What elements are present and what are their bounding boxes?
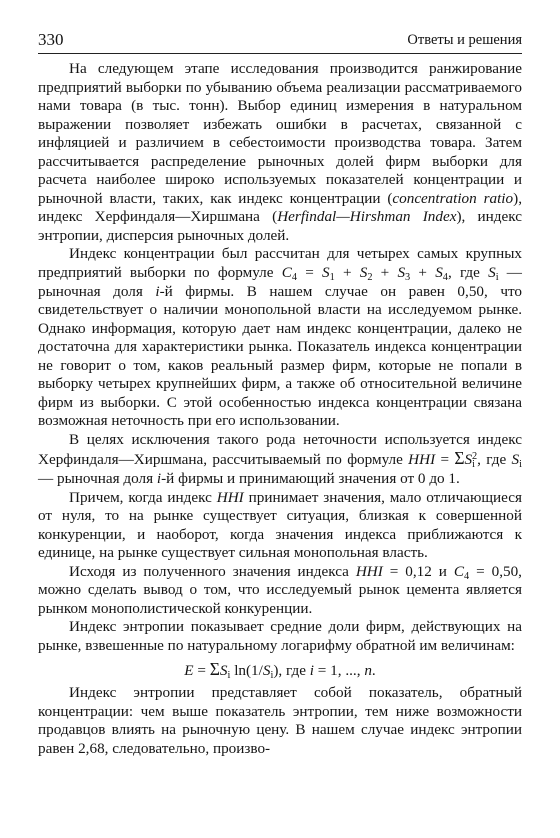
math-var: i — [156, 470, 162, 488]
term-concentration-ratio: concentration ratio — [392, 189, 514, 207]
header-rule — [38, 53, 522, 54]
math-sub: i — [472, 459, 475, 471]
text-run: Индекс концентрации был рассчитан для четырех самых крупных предприятий выборки по формуле — [38, 245, 522, 282]
math-op: + — [372, 264, 398, 282]
math-op: = — [435, 451, 455, 469]
math-sum: Σ — [209, 658, 220, 679]
math-var: S — [359, 264, 368, 282]
math-var: S — [262, 661, 271, 679]
math-sub: 2 — [367, 271, 373, 283]
text-run: Причем, когда индекс — [69, 488, 217, 506]
math-var: S — [321, 264, 330, 282]
paragraph-hhi-interpretation — [38, 489, 522, 563]
paragraph-entropy-intro — [38, 618, 522, 655]
math-sub: i — [270, 669, 274, 681]
math-sub: 4 — [291, 271, 298, 283]
formula-entropy — [38, 660, 522, 681]
running-header — [38, 30, 522, 52]
text-run: — рыночная доля — [38, 264, 522, 300]
math-var: E — [184, 661, 194, 679]
math-var: S — [435, 264, 443, 282]
math-var: n — [364, 661, 372, 679]
text-run: -й фирмы. В нашем случае он равен 0,50, что свидетельствует о наличии монопольной власти на исследуемом рынке. Однако информация, которую дает нам индекс концентрации, далеко не достаточна для характеристики рынка. Показатель индекса концентрации не говорит о том, каков реальный размер фирм, которые не попали в выборку четырех крупнейших фирм, а также об относительной величине фирм из выборки. С этой особенностью индекса концентрации связана возможная неточность при его использовании. — [38, 282, 522, 430]
math-var: S — [219, 661, 228, 679]
math-sup: 2 — [472, 451, 478, 463]
text-run: -й фирмы и принимающий значения от 0 до 1. — [161, 470, 460, 488]
math-op: + — [334, 264, 360, 282]
math-sum: Σ — [454, 448, 465, 469]
math-sub: i — [227, 669, 231, 681]
math-var: HHI — [216, 488, 244, 506]
math-sub: 1 — [329, 271, 335, 283]
math-fn: ln(1/ — [230, 661, 263, 679]
math-var: S — [511, 451, 520, 469]
paragraph-conclusion — [38, 563, 522, 619]
paragraph-concentration-index — [38, 245, 522, 430]
math-op: = — [193, 661, 210, 679]
text-run: , где — [477, 451, 512, 469]
math-text: = 1, ..., — [313, 661, 365, 679]
formula-c4 — [282, 264, 448, 281]
term-hhi: Herfindal—Hirshman Index — [277, 208, 457, 226]
math-sub: 4 — [464, 570, 470, 582]
math-op: = — [297, 264, 322, 282]
text-run: принимает значения, мало отличающиеся от нуля, то на рынке существует ситуация, близкая к совершенной конкуренции, и наоборот, когда значения индекса приближаются к единице, на рынке существует сильная монопольная власть. — [38, 488, 522, 562]
text-run: = 0,12 и — [382, 562, 454, 580]
text-run: — рыночная доля — [38, 470, 157, 488]
math-var: HHI — [355, 562, 383, 580]
paragraph-ranking — [38, 60, 522, 245]
paragraph-entropy-meaning — [38, 684, 522, 758]
text-run: ), индекс Херфиндаля—Хиршмана ( — [38, 189, 522, 226]
text-run: В целях исключения такого рода неточности используется индекс Херфиндаля—Хиршмана, рассчитываемый по формуле — [38, 430, 522, 469]
math-sub: 4 — [442, 271, 448, 283]
paragraph-hhi-definition — [38, 431, 522, 489]
text-run: ), индекс энтропии, дисперсия рыночных долей. — [38, 208, 522, 244]
math-var: i — [155, 282, 160, 300]
text-run: На следующем этапе исследования производится ранжирование предприятий выборки по убыванию объема реализации рассматриваемого нами товара (в тыс. тонн). Выбор единиц измерения в натуральном выражении позволяет избежать ошибки в расчетах, связанной с инфляцией и различием в себестоимости производства товара. Затем рассчитывается распределение рыночных долей фирм выборки для расчета наиболее широко используемых показателей концентрации и рыночной власти, таких, как индекс концентрации ( — [38, 60, 522, 207]
text-run: Исходя из полученного значения индекса — [69, 562, 356, 580]
math-var: S — [397, 264, 406, 282]
text-run: Индекс энтропии представляет собой показатель, обратный концентрации: чем выше показатель энтропии, тем ниже возможности продавцов влиять на рыночную цену. В нашем случае индекс энтропии равен 2,68, следовательно, произво- — [38, 684, 522, 757]
text-run: , где — [447, 264, 489, 282]
page-number: 330 — [38, 30, 64, 49]
math-var: S — [464, 451, 473, 469]
math-var: C — [453, 562, 464, 580]
math-text: ), где — [273, 661, 310, 679]
math-var: S — [488, 264, 496, 282]
math-op: + — [410, 264, 436, 282]
section-title: Ответы и решения — [407, 32, 522, 48]
math-var: HHI — [408, 451, 436, 469]
math-text: . — [371, 661, 376, 679]
math-sub: i — [519, 459, 522, 471]
body-text — [38, 60, 522, 758]
formula-hhi — [408, 448, 478, 471]
text-run: = 0,50, можно сделать вывод о том, что исследуемый рынок цемента является рынком монополистической конкуренции. — [38, 562, 522, 617]
math-var: C — [281, 264, 292, 282]
math-sub: 3 — [405, 271, 411, 283]
math-var: i — [309, 661, 314, 679]
math-sub: i — [495, 271, 499, 283]
text-run: Индекс энтропии показывает средние доли фирм, действующих на рынке, взвешенные по натуральному логарифму обратной им величинам: — [38, 618, 522, 654]
